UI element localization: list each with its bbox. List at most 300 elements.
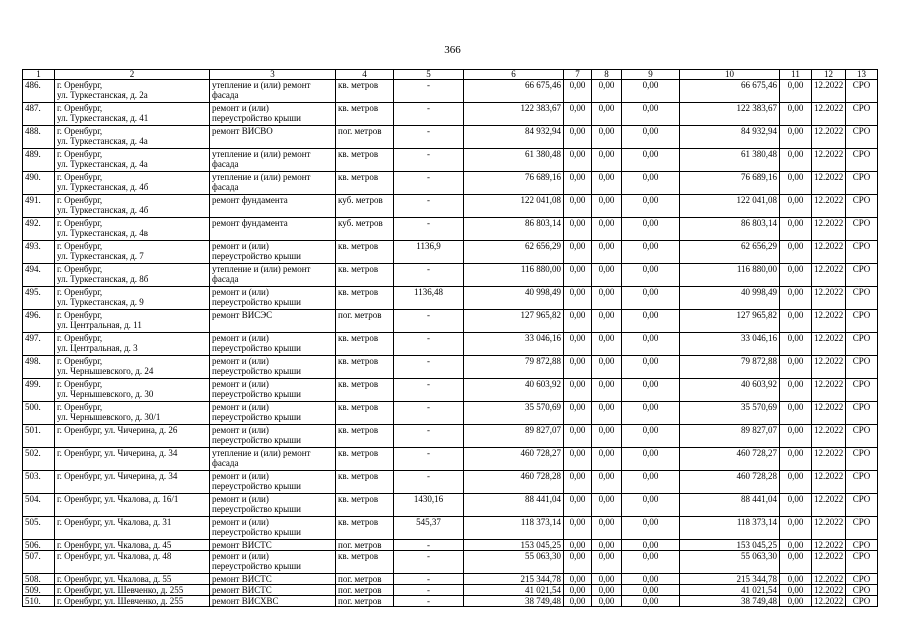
work-type-cell: ремонт ВИСТС	[210, 585, 336, 596]
table-row	[23, 402, 878, 425]
owner-funds-cell: 118 373,14	[680, 517, 780, 540]
fund-cell: 0,00	[564, 425, 592, 448]
work-type-cell	[210, 149, 336, 172]
fund-cell: 0,00	[780, 195, 812, 218]
volume-cell: 1136,9	[394, 241, 464, 264]
address-cell: г. Оренбург, ул. Чичерина, д. 34	[55, 448, 210, 471]
fund-cell: 0,00	[592, 172, 622, 195]
column-header: 7	[564, 70, 592, 80]
method-cell: СРО	[846, 80, 878, 103]
method-cell: СРО	[846, 264, 878, 287]
fund-cell: 0,00	[780, 596, 812, 607]
address-cell: г. Оренбург, ул. Чкалова, д. 31	[55, 517, 210, 540]
column-header: 2	[55, 70, 210, 80]
work-type-cell-line: фасада	[212, 90, 239, 100]
row-number: 493.	[23, 241, 55, 264]
work-type-cell: ремонт ВИСТС	[210, 574, 336, 585]
address-cell	[55, 379, 210, 402]
owner-funds-cell: 76 689,16	[680, 172, 780, 195]
fund-cell: 0,00	[780, 172, 812, 195]
total-cost-cell: 33 046,16	[464, 333, 564, 356]
work-type-cell	[210, 402, 336, 425]
fund-cell: 0,00	[564, 471, 592, 494]
address-cell: г. Оренбург, ул. Чкалова, д. 48	[55, 551, 210, 574]
fund-cell: 0,00	[780, 471, 812, 494]
owner-funds-cell: 460 728,27	[680, 448, 780, 471]
owner-funds-cell: 89 827,07	[680, 425, 780, 448]
work-type-cell-line: переустройство крыши	[212, 481, 301, 491]
owner-funds-cell: 62 656,29	[680, 241, 780, 264]
deadline-cell: 12.2022	[812, 517, 846, 540]
address-cell: г. Оренбург, ул. Чкалова, д. 16/1	[55, 494, 210, 517]
table-body	[23, 70, 878, 607]
owner-funds-cell: 41 021,54	[680, 585, 780, 596]
fund-cell: 0,00	[592, 241, 622, 264]
method-cell: СРО	[846, 287, 878, 310]
work-type-cell	[210, 333, 336, 356]
fund-cell: 0,00	[622, 574, 680, 585]
volume-cell: -	[394, 448, 464, 471]
volume-cell: -	[394, 126, 464, 149]
fund-cell: 0,00	[592, 310, 622, 333]
unit-cell: кв. метров	[336, 172, 394, 195]
row-number: 501.	[23, 425, 55, 448]
total-cost-cell: 122 383,67	[464, 103, 564, 126]
table-row	[23, 356, 878, 379]
fund-cell: 0,00	[622, 195, 680, 218]
work-type-cell	[210, 80, 336, 103]
address-cell	[55, 402, 210, 425]
method-cell: СРО	[846, 540, 878, 551]
fund-cell: 0,00	[622, 585, 680, 596]
fund-cell: 0,00	[564, 80, 592, 103]
fund-cell: 0,00	[780, 494, 812, 517]
column-header: 4	[336, 70, 394, 80]
column-header: 9	[622, 70, 680, 80]
row-number: 487.	[23, 103, 55, 126]
work-type-cell	[210, 356, 336, 379]
fund-cell: 0,00	[780, 218, 812, 241]
owner-funds-cell: 153 045,25	[680, 540, 780, 551]
owner-funds-cell: 38 749,48	[680, 596, 780, 607]
fund-cell: 0,00	[564, 596, 592, 607]
fund-cell: 0,00	[780, 379, 812, 402]
deadline-cell: 12.2022	[812, 195, 846, 218]
address-cell	[55, 356, 210, 379]
address-cell-line: ул. Центральная, д. 3	[57, 343, 138, 353]
fund-cell: 0,00	[564, 402, 592, 425]
total-cost-cell: 88 441,04	[464, 494, 564, 517]
column-header: 8	[592, 70, 622, 80]
column-header: 5	[394, 70, 464, 80]
fund-cell: 0,00	[592, 287, 622, 310]
column-header: 13	[846, 70, 878, 80]
address-cell	[55, 80, 210, 103]
work-type-cell-line: переустройство крыши	[212, 113, 301, 123]
total-cost-cell: 89 827,07	[464, 425, 564, 448]
table-row	[23, 80, 878, 103]
unit-cell: кв. метров	[336, 517, 394, 540]
method-cell: СРО	[846, 574, 878, 585]
work-type-cell-line: утепление и (или) ремонт	[212, 172, 311, 182]
unit-cell: куб. метров	[336, 195, 394, 218]
total-cost-cell: 79 872,88	[464, 356, 564, 379]
fund-cell: 0,00	[592, 585, 622, 596]
volume-cell: -	[394, 540, 464, 551]
work-type-cell	[210, 551, 336, 574]
fund-cell: 0,00	[780, 402, 812, 425]
fund-cell: 0,00	[592, 402, 622, 425]
address-cell-line: г. Оренбург,	[57, 126, 103, 136]
volume-cell: 1136,48	[394, 287, 464, 310]
table-row	[23, 379, 878, 402]
address-cell: г. Оренбург, ул. Чкалова, д. 45	[55, 540, 210, 551]
work-type-cell	[210, 517, 336, 540]
total-cost-cell: 116 880,00	[464, 264, 564, 287]
method-cell: СРО	[846, 402, 878, 425]
table-row	[23, 494, 878, 517]
table-row	[23, 551, 878, 574]
unit-cell: кв. метров	[336, 333, 394, 356]
row-number: 492.	[23, 218, 55, 241]
table-row	[23, 585, 878, 596]
page-number: 366	[444, 44, 461, 56]
work-type-cell-line: ремонт и (или)	[212, 103, 269, 113]
row-number: 489.	[23, 149, 55, 172]
unit-cell: пог. метров	[336, 574, 394, 585]
address-cell-line: ул. Туркестанская, д. 4б	[57, 182, 149, 192]
method-cell: СРО	[846, 471, 878, 494]
volume-cell: -	[394, 80, 464, 103]
owner-funds-cell: 88 441,04	[680, 494, 780, 517]
volume-cell: -	[394, 103, 464, 126]
method-cell: СРО	[846, 585, 878, 596]
table-row	[23, 218, 878, 241]
address-cell-line: ул. Туркестанская, д. 8б	[57, 274, 149, 284]
work-type-cell-line: переустройство крыши	[212, 504, 301, 514]
work-type-cell-line: утепление и (или) ремонт	[212, 448, 311, 458]
volume-cell: 1430,16	[394, 494, 464, 517]
total-cost-cell: 127 965,82	[464, 310, 564, 333]
address-cell-line: ул. Туркестанская, д. 7	[57, 251, 144, 261]
work-type-cell-line: ремонт и (или)	[212, 494, 269, 504]
table-row	[23, 596, 878, 607]
address-cell-line: г. Оренбург,	[57, 379, 103, 389]
work-type-cell-line: переустройство крыши	[212, 297, 301, 307]
fund-cell: 0,00	[622, 241, 680, 264]
address-cell-line: г. Оренбург,	[57, 80, 103, 90]
fund-cell: 0,00	[622, 517, 680, 540]
deadline-cell: 12.2022	[812, 172, 846, 195]
fund-cell: 0,00	[780, 310, 812, 333]
address-cell	[55, 287, 210, 310]
row-number: 504.	[23, 494, 55, 517]
row-number: 503.	[23, 471, 55, 494]
unit-cell: кв. метров	[336, 494, 394, 517]
unit-cell: кв. метров	[336, 402, 394, 425]
method-cell: СРО	[846, 356, 878, 379]
work-type-cell	[210, 172, 336, 195]
unit-cell: кв. метров	[336, 448, 394, 471]
work-type-cell: ремонт ВИСЭС	[210, 310, 336, 333]
volume-cell: 545,37	[394, 517, 464, 540]
volume-cell: -	[394, 195, 464, 218]
owner-funds-cell: 122 383,67	[680, 103, 780, 126]
deadline-cell: 12.2022	[812, 448, 846, 471]
work-type-cell-line: переустройство крыши	[212, 435, 301, 445]
fund-cell: 0,00	[780, 287, 812, 310]
table-row	[23, 287, 878, 310]
owner-funds-cell: 116 880,00	[680, 264, 780, 287]
deadline-cell: 12.2022	[812, 310, 846, 333]
address-cell-line: ул. Туркестанская, д. 2а	[57, 90, 148, 100]
work-type-cell: ремонт ВИСВО	[210, 126, 336, 149]
address-cell-line: ул. Чернышевского, д. 30/1	[57, 412, 161, 422]
address-cell	[55, 264, 210, 287]
fund-cell: 0,00	[622, 540, 680, 551]
total-cost-cell: 66 675,46	[464, 80, 564, 103]
method-cell: СРО	[846, 596, 878, 607]
fund-cell: 0,00	[564, 241, 592, 264]
table-row	[23, 195, 878, 218]
fund-cell: 0,00	[592, 218, 622, 241]
method-cell: СРО	[846, 195, 878, 218]
method-cell: СРО	[846, 310, 878, 333]
work-type-cell-line: утепление и (или) ремонт	[212, 80, 311, 90]
volume-cell: -	[394, 596, 464, 607]
column-header: 3	[210, 70, 336, 80]
table-row	[23, 574, 878, 585]
fund-cell: 0,00	[780, 333, 812, 356]
column-number-row	[23, 70, 878, 80]
fund-cell: 0,00	[780, 126, 812, 149]
address-cell-line: г. Оренбург,	[57, 218, 103, 228]
address-cell	[55, 103, 210, 126]
fund-cell: 0,00	[622, 310, 680, 333]
table-row	[23, 448, 878, 471]
method-cell: СРО	[846, 103, 878, 126]
unit-cell: кв. метров	[336, 379, 394, 402]
work-type-cell: ремонт ВИСТС	[210, 540, 336, 551]
owner-funds-cell: 127 965,82	[680, 310, 780, 333]
deadline-cell: 12.2022	[812, 218, 846, 241]
volume-cell: -	[394, 172, 464, 195]
deadline-cell: 12.2022	[812, 356, 846, 379]
owner-funds-cell: 40 998,49	[680, 287, 780, 310]
row-number: 495.	[23, 287, 55, 310]
row-number: 491.	[23, 195, 55, 218]
fund-cell: 0,00	[780, 356, 812, 379]
deadline-cell: 12.2022	[812, 103, 846, 126]
row-number: 488.	[23, 126, 55, 149]
unit-cell: пог. метров	[336, 540, 394, 551]
work-type-cell-line: ремонт и (или)	[212, 425, 269, 435]
deadline-cell: 12.2022	[812, 402, 846, 425]
table-row	[23, 310, 878, 333]
fund-cell: 0,00	[622, 471, 680, 494]
fund-cell: 0,00	[592, 126, 622, 149]
address-cell	[55, 149, 210, 172]
address-cell	[55, 333, 210, 356]
address-cell-line: г. Оренбург,	[57, 264, 103, 274]
table-row	[23, 241, 878, 264]
row-number: 502.	[23, 448, 55, 471]
unit-cell: куб. метров	[336, 218, 394, 241]
total-cost-cell: 55 063,30	[464, 551, 564, 574]
work-type-cell-line: ремонт и (или)	[212, 241, 269, 251]
column-header: 10	[680, 70, 780, 80]
deadline-cell: 12.2022	[812, 333, 846, 356]
work-type-cell: ремонт фундамента	[210, 218, 336, 241]
address-cell	[55, 195, 210, 218]
volume-cell: -	[394, 402, 464, 425]
owner-funds-cell: 55 063,30	[680, 551, 780, 574]
fund-cell: 0,00	[622, 551, 680, 574]
address-cell: г. Оренбург, ул. Шевченко, д. 255	[55, 596, 210, 607]
fund-cell: 0,00	[592, 596, 622, 607]
owner-funds-cell: 460 728,28	[680, 471, 780, 494]
total-cost-cell: 86 803,14	[464, 218, 564, 241]
row-number: 506.	[23, 540, 55, 551]
work-type-cell-line: переустройство крыши	[212, 527, 301, 537]
volume-cell: -	[394, 379, 464, 402]
fund-cell: 0,00	[592, 551, 622, 574]
address-cell-line: ул. Чернышевского, д. 30	[57, 389, 154, 399]
work-type-cell-line: переустройство крыши	[212, 389, 301, 399]
method-cell: СРО	[846, 448, 878, 471]
deadline-cell: 12.2022	[812, 574, 846, 585]
fund-cell: 0,00	[564, 333, 592, 356]
row-number: 497.	[23, 333, 55, 356]
address-cell-line: г. Оренбург,	[57, 103, 103, 113]
deadline-cell: 12.2022	[812, 540, 846, 551]
fund-cell: 0,00	[564, 574, 592, 585]
row-number: 498.	[23, 356, 55, 379]
address-cell-line: г. Оренбург,	[57, 333, 103, 343]
work-type-cell-line: переустройство крыши	[212, 251, 301, 261]
deadline-cell: 12.2022	[812, 425, 846, 448]
total-cost-cell: 122 041,08	[464, 195, 564, 218]
deadline-cell: 12.2022	[812, 241, 846, 264]
method-cell: СРО	[846, 126, 878, 149]
method-cell: СРО	[846, 241, 878, 264]
address-cell-line: ул. Центральная, д. 11	[57, 320, 142, 330]
address-cell: г. Оренбург, ул. Шевченко, д. 255	[55, 585, 210, 596]
work-type-cell-line: ремонт и (или)	[212, 551, 269, 561]
total-cost-cell: 460 728,28	[464, 471, 564, 494]
address-cell-line: г. Оренбург,	[57, 172, 103, 182]
row-number: 494.	[23, 264, 55, 287]
unit-cell: кв. метров	[336, 241, 394, 264]
table-row	[23, 471, 878, 494]
total-cost-cell: 38 749,48	[464, 596, 564, 607]
fund-cell: 0,00	[592, 471, 622, 494]
volume-cell: -	[394, 551, 464, 574]
address-cell-line: г. Оренбург,	[57, 149, 103, 159]
fund-cell: 0,00	[622, 80, 680, 103]
fund-cell: 0,00	[592, 103, 622, 126]
owner-funds-cell: 35 570,69	[680, 402, 780, 425]
row-number: 505.	[23, 517, 55, 540]
fund-cell: 0,00	[592, 494, 622, 517]
row-number: 507.	[23, 551, 55, 574]
work-type-cell	[210, 448, 336, 471]
fund-cell: 0,00	[592, 356, 622, 379]
table-row	[23, 517, 878, 540]
fund-cell: 0,00	[622, 172, 680, 195]
address-cell-line: г. Оренбург,	[57, 195, 103, 205]
fund-cell: 0,00	[564, 172, 592, 195]
fund-cell: 0,00	[780, 425, 812, 448]
address-cell-line: ул. Туркестанская, д. 9	[57, 297, 144, 307]
owner-funds-cell: 122 041,08	[680, 195, 780, 218]
row-number: 500.	[23, 402, 55, 425]
fund-cell: 0,00	[780, 80, 812, 103]
unit-cell: кв. метров	[336, 149, 394, 172]
fund-cell: 0,00	[780, 149, 812, 172]
owner-funds-cell: 66 675,46	[680, 80, 780, 103]
address-cell	[55, 218, 210, 241]
total-cost-cell: 40 998,49	[464, 287, 564, 310]
fund-cell: 0,00	[592, 574, 622, 585]
fund-cell: 0,00	[622, 149, 680, 172]
fund-cell: 0,00	[564, 218, 592, 241]
fund-cell: 0,00	[592, 264, 622, 287]
owner-funds-cell: 79 872,88	[680, 356, 780, 379]
work-type-cell	[210, 379, 336, 402]
table-row	[23, 333, 878, 356]
row-number: 490.	[23, 172, 55, 195]
fund-cell: 0,00	[622, 264, 680, 287]
volume-cell: -	[394, 356, 464, 379]
deadline-cell: 12.2022	[812, 596, 846, 607]
work-type-cell-line: ремонт и (или)	[212, 287, 269, 297]
work-type-cell-line: ремонт и (или)	[212, 471, 269, 481]
fund-cell: 0,00	[592, 333, 622, 356]
address-cell	[55, 310, 210, 333]
total-cost-cell: 41 021,54	[464, 585, 564, 596]
work-type-cell	[210, 103, 336, 126]
work-type-cell-line: ремонт и (или)	[212, 517, 269, 527]
work-type-cell-line: ремонт и (или)	[212, 379, 269, 389]
fund-cell: 0,00	[564, 540, 592, 551]
address-cell-line: г. Оренбург,	[57, 241, 103, 251]
total-cost-cell: 118 373,14	[464, 517, 564, 540]
fund-cell: 0,00	[622, 425, 680, 448]
method-cell: СРО	[846, 172, 878, 195]
table-row	[23, 149, 878, 172]
work-type-cell: ремонт фундамента	[210, 195, 336, 218]
unit-cell: кв. метров	[336, 425, 394, 448]
unit-cell: кв. метров	[336, 80, 394, 103]
column-header: 6	[464, 70, 564, 80]
unit-cell: пог. метров	[336, 126, 394, 149]
total-cost-cell: 40 603,92	[464, 379, 564, 402]
address-cell: г. Оренбург, ул. Чичерина, д. 34	[55, 471, 210, 494]
volume-cell: -	[394, 585, 464, 596]
fund-cell: 0,00	[622, 126, 680, 149]
address-cell-line: г. Оренбург,	[57, 356, 103, 366]
unit-cell: кв. метров	[336, 356, 394, 379]
fund-cell: 0,00	[780, 264, 812, 287]
row-number: 510.	[23, 596, 55, 607]
deadline-cell: 12.2022	[812, 471, 846, 494]
fund-cell: 0,00	[622, 103, 680, 126]
fund-cell: 0,00	[592, 540, 622, 551]
fund-cell: 0,00	[564, 149, 592, 172]
deadline-cell: 12.2022	[812, 585, 846, 596]
fund-cell: 0,00	[780, 551, 812, 574]
